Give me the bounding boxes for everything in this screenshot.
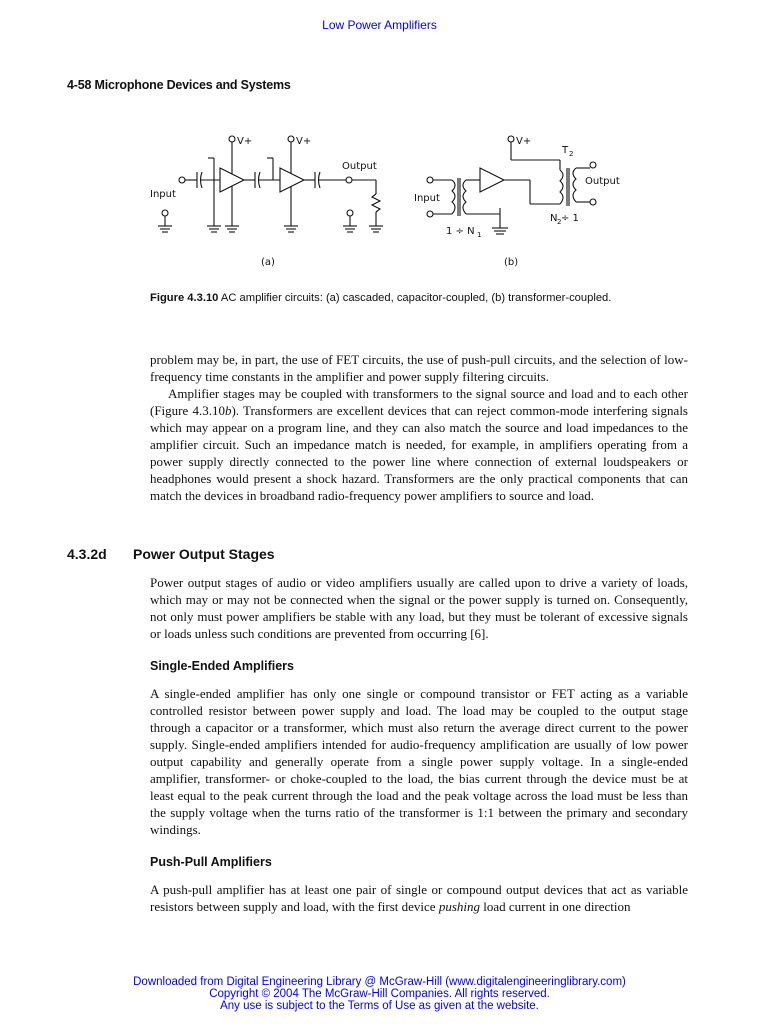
paragraph-5-before: A push-pull amplifier has at least one pair of single or compound output devices that act as variable resistors between supply and load, with the first device — [150, 882, 688, 914]
section-number: 4.3.2d — [67, 546, 107, 562]
label-b-ratio-1-sub: 1 — [477, 231, 482, 239]
label-a-input: Input — [150, 189, 176, 200]
label-b-caption: (b) — [504, 257, 519, 268]
label-b-t2-sub: 2 — [569, 150, 574, 158]
paragraph-2-before: Amplifier stages may be coupled with transformers to the signal source and load and to each other (Figure 4.3.10 — [150, 386, 688, 418]
label-b-ratio-2-sub: 2 — [557, 218, 562, 226]
label-a-vplus-1: V+ — [237, 136, 253, 147]
subhead-push-pull: Push-Pull Amplifiers — [150, 855, 272, 869]
label-b-ratio-2: N — [550, 213, 558, 224]
label-b-ratio-1: 1 ÷ N — [446, 226, 475, 237]
circuit-b — [414, 136, 620, 268]
paragraph-5-after: load current in one direction — [480, 899, 631, 914]
subhead-single-ended: Single-Ended Amplifiers — [150, 659, 295, 673]
label-b-ratio-2-rest: ÷ 1 — [561, 213, 579, 224]
label-a-caption: (a) — [261, 257, 275, 268]
running-head: 4-58 Microphone Devices and Systems — [67, 78, 291, 92]
label-b-t2: T — [562, 145, 569, 156]
footer-line-3[interactable]: Any use is subject to the Terms of Use as given at the website. — [220, 1000, 539, 1012]
label-b-output: Output — [585, 176, 620, 187]
figure-caption — [150, 292, 710, 304]
figure-ac-amplifier-circuits — [140, 128, 630, 273]
circuit-a — [150, 136, 383, 268]
footer-line-1[interactable]: Downloaded from Digital Engineering Library @ McGraw-Hill (www.digitalengineeringlibrary.com) — [133, 976, 626, 988]
paragraph-3: Power output stages of audio or video amplifiers usually are called upon to drive a variety of loads, which may or may not be connected when the signal or the power supply is turned on. Consequently, not only must power amplifiers be stable with any load, but they must be tolerant of excessive signals or loads unless such conditions are prevented from occurring [6]. — [150, 575, 688, 641]
paragraph-1: problem may be, in part, the use of FET circuits, the use of push-pull circuits, and the selection of low-frequency time constants in the amplifier and power supply filtering circuits. — [150, 352, 688, 384]
top-link-title[interactable]: Low Power Amplifiers — [322, 18, 437, 32]
footer — [0, 976, 759, 1012]
figure-caption-label: Figure 4.3.10 — [150, 292, 219, 304]
paragraph-5 — [150, 881, 688, 915]
label-b-vplus: V+ — [516, 136, 532, 147]
label-a-output: Output — [342, 161, 377, 172]
label-a-vplus-2: V+ — [296, 136, 312, 147]
paragraph-5-italic: pushing — [438, 899, 480, 914]
paragraph-4: A single-ended amplifier has only one single or compound transistor or FET acting as a variable controlled resistor between power supply and load. The load may be coupled to the output stage through a capacitor or a transformer, which must also return the average direct current to the power supply. Single-ended amplifiers intended for audio-frequency amplification are usually of low power output capability and generally operate from a single power supply voltage. In a single-ended amplifier, transformer- or choke-coupled to the load, the bias current through the device must be at least equal to the peak current through the load and the peak voltage across the load must be less than the supply voltage when the turns ratio of the transformer is 1:1 between the primary and secondary windings. — [150, 686, 688, 837]
label-b-input: Input — [414, 193, 440, 204]
paragraph-2-after: ). Transformers are excellent devices that can reject common-mode interfering signals which may appear on a program line, and they can also match the source and load impedances to the amplifier circuit. Such an impedance match is needed, for example, in amplifiers operating from a power supply directly connected to the power line where connection of external loudspeakers or headphones would present a shock hazard. Transformers are the only practical components that can match the devices in broadband radio-frequency power amplifiers to source and load. — [150, 403, 688, 503]
footer-line-2[interactable]: Copyright © 2004 The McGraw-Hill Companies. All rights reserved. — [209, 988, 550, 1000]
section-title: Power Output Stages — [133, 546, 275, 562]
figure-caption-text: AC amplifier circuits: (a) cascaded, capacitor-coupled, (b) transformer-coupled. — [218, 292, 612, 304]
paragraph-2 — [150, 385, 688, 504]
paragraph-2-italic: b — [224, 403, 232, 418]
